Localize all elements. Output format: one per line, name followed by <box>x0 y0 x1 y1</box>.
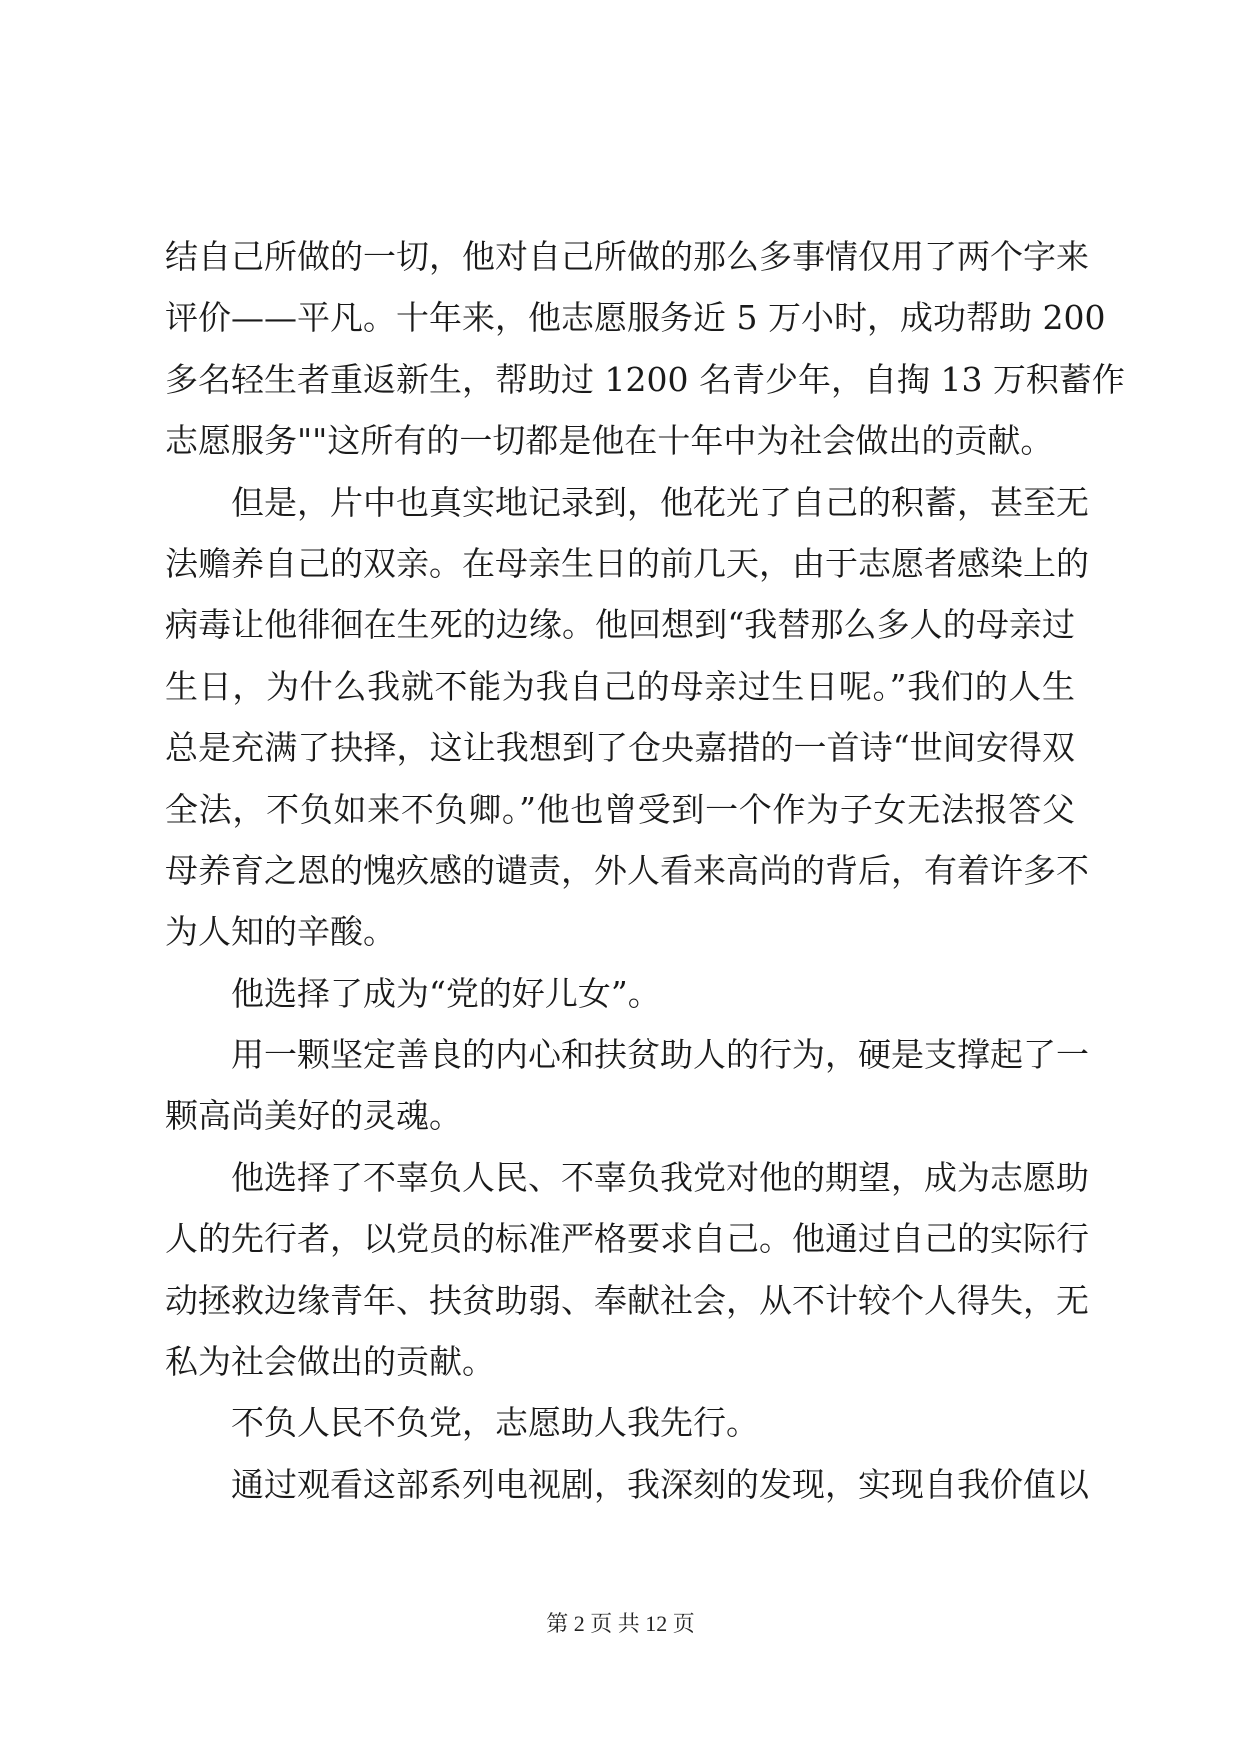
text-line: 颗高尚美好的灵魂。 <box>165 1096 462 1136</box>
text-line: 志愿服务""这所有的一切都是他在十年中为社会做出的贡献。 <box>165 421 1054 461</box>
text-line: 但是，片中也真实地记录到，他花光了自己的积蓄，甚至无 <box>231 482 1089 522</box>
text-line: 总是充满了抉择，这让我想到了仓央嘉措的一首诗“世间安得双 <box>165 728 1075 768</box>
text-line: 通过观看这部系列电视剧，我深刻的发现，实现自我价值以 <box>231 1464 1089 1504</box>
text-line: 动拯救边缘青年、扶贫助弱、奉献社会，从不计较个人得失，无 <box>165 1280 1089 1320</box>
text-line: 多名轻生者重返新生，帮助过 1200 名青少年，自掏 13 万积蓄作 <box>165 359 1125 399</box>
document-body <box>165 226 1125 1515</box>
text-line: 他选择了不辜负人民、不辜负我党对他的期望，成为志愿助 <box>231 1157 1089 1197</box>
text-line: 私为社会做出的贡献。 <box>165 1342 495 1382</box>
text-line: 不负人民不负党，志愿助人我先行。 <box>231 1403 759 1443</box>
text-line: 评价——平凡。十年来，他志愿服务近 5 万小时，成功帮助 200 <box>165 298 1106 338</box>
text-line: 人的先行者，以党员的标准严格要求自己。他通过自己的实际行 <box>165 1219 1089 1259</box>
text-line: 生日，为什么我就不能为我自己的母亲过生日呢。”我们的人生 <box>165 666 1075 706</box>
text-line: 全法，不负如来不负卿。”他也曾受到一个作为子女无法报答父 <box>165 789 1075 829</box>
text-line: 为人知的辛酸。 <box>165 912 396 952</box>
text-line: 他选择了成为“党的好儿女”。 <box>231 973 661 1013</box>
page-footer: 第 2 页 共 12 页 <box>546 1611 695 1636</box>
text-line: 病毒让他徘徊在生死的边缘。他回想到“我替那么多人的母亲过 <box>165 605 1075 645</box>
text-line: 法赡养自己的双亲。在母亲生日的前几天，由于志愿者感染上的 <box>165 543 1089 583</box>
text-line: 结自己所做的一切，他对自己所做的那么多事情仅用了两个字来 <box>165 237 1089 276</box>
text-line: 用一颗坚定善良的内心和扶贫助人的行为，硬是支撑起了一 <box>231 1035 1089 1075</box>
text-line: 母养育之恩的愧疚感的谴责，外人看来高尚的背后，有着许多不 <box>165 850 1089 890</box>
